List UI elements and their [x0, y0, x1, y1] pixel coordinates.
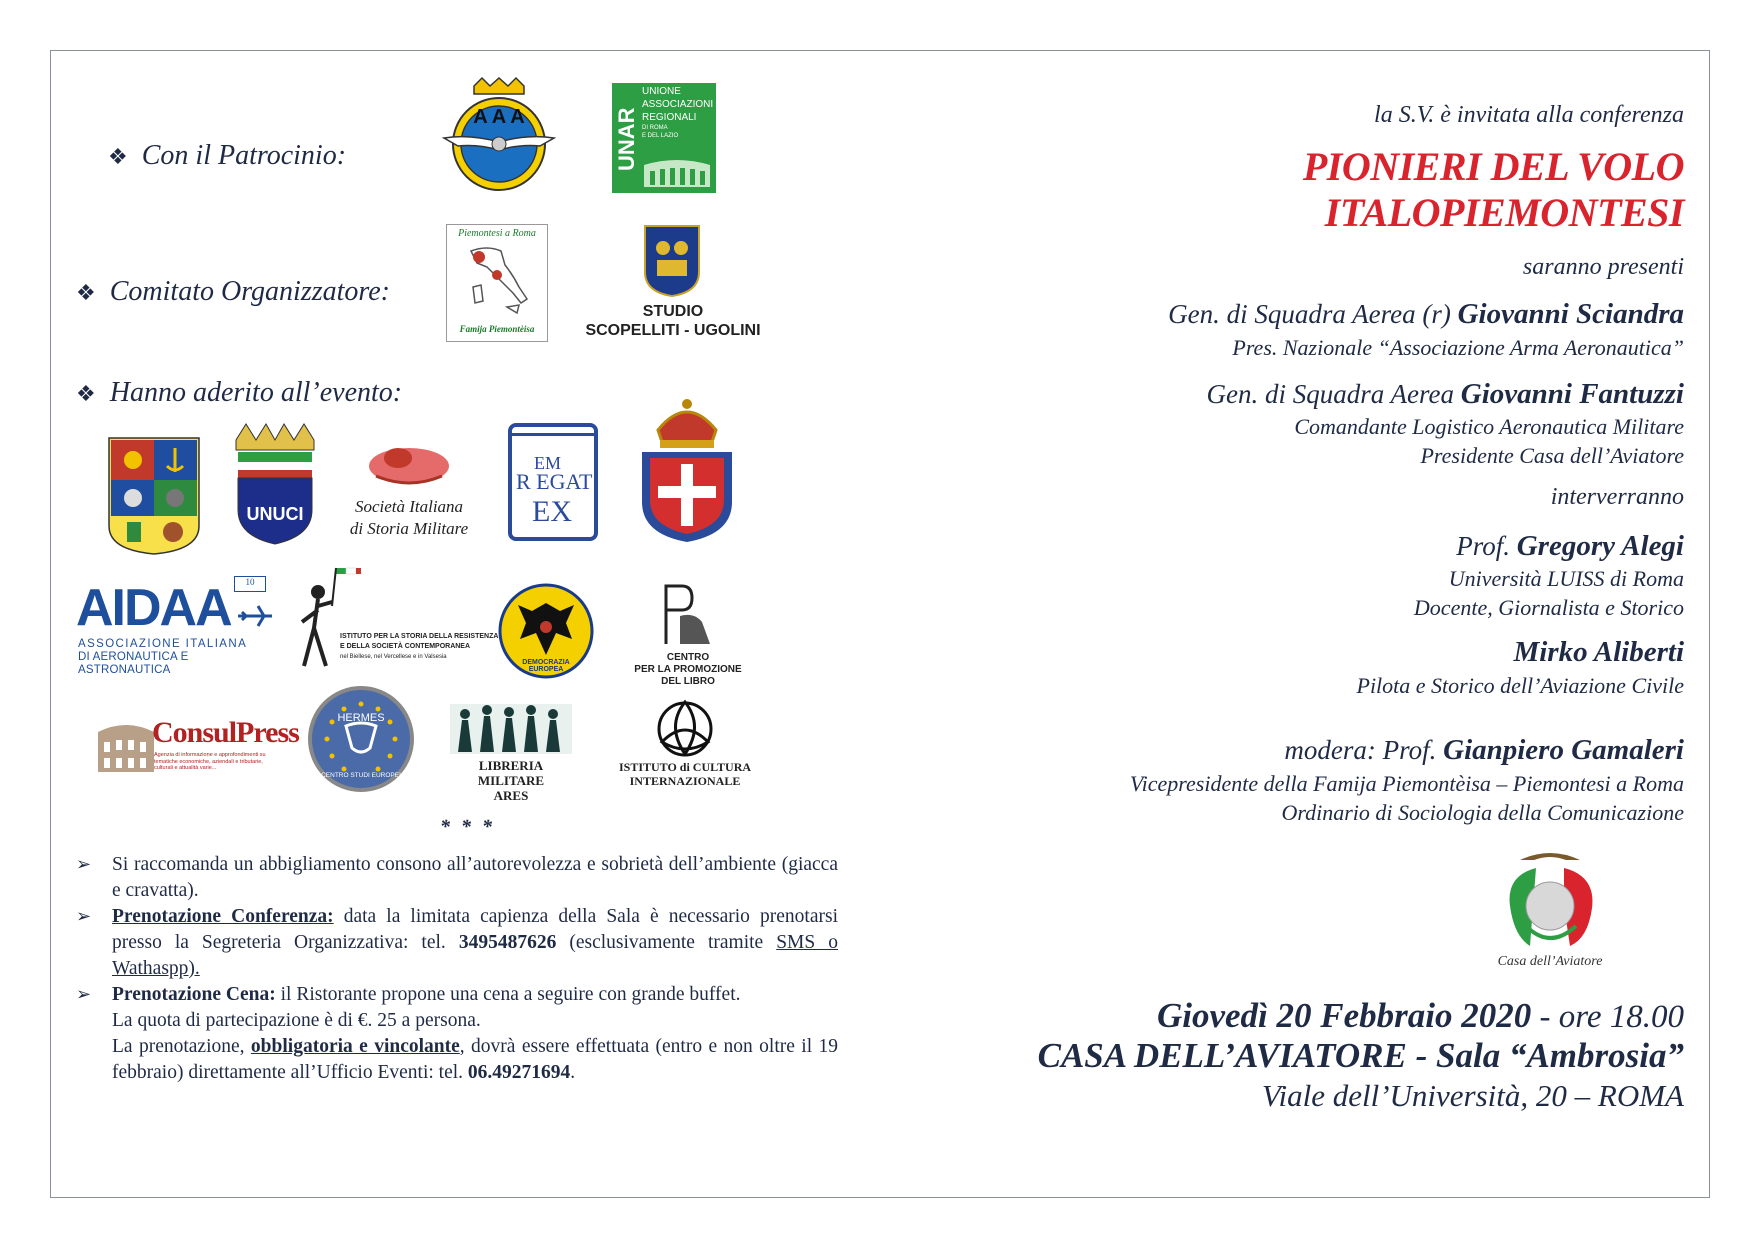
event-title-line1: PIONIERI DEL VOLO: [1302, 144, 1684, 189]
moderator: [1284, 734, 1684, 767]
hermes-top: HERMES: [337, 712, 385, 724]
event-date-time: - ore 18.00: [1531, 999, 1684, 1035]
casa-aviatore-logo: [1480, 846, 1620, 976]
arrow-bullet-icon: ➢: [76, 854, 92, 875]
colosseum-icon: [96, 714, 156, 774]
moderator-name: Gianpiero Gamaleri: [1443, 734, 1684, 766]
note-label: Prenotazione Conferenza:: [112, 906, 334, 927]
speaker-aliberti: [1513, 636, 1684, 669]
aidaa-caption: [78, 638, 276, 677]
democrazia-text: DEMOCRAZIA EUROPEA: [522, 659, 570, 673]
speaker-role: Pilota e Storico dell’Aviazione Civile: [1356, 673, 1684, 698]
istituto-cultura-logo: [612, 696, 758, 792]
event-date: [1157, 996, 1684, 1036]
aaa-letters: A A A: [473, 106, 525, 128]
speaker-role: Università LUISS di Roma: [1448, 566, 1684, 591]
emregat-ex: EX: [532, 495, 572, 528]
studio-line: SCOPELLITI - UGOLINI: [585, 322, 761, 339]
cultura-line: ISTITUTO di CULTURA: [618, 760, 752, 774]
note-emphasis: obbligatoria e vincolante: [250, 1036, 460, 1057]
cultura-line: INTERNAZIONALE: [629, 774, 741, 788]
istituto-caption: [340, 632, 498, 662]
unar-logo: [612, 83, 716, 193]
note-text: .: [570, 1062, 576, 1083]
sism-line: Società Italiana: [354, 497, 464, 516]
guest-role: Pres. Nazionale “Associazione Arma Aeronautica”: [1232, 335, 1684, 360]
unar-line: REGIONALI: [642, 112, 697, 123]
libreria-militare-logo: [446, 700, 576, 803]
hermes-bottom: CENTRO STUDI EUROPEI: [321, 772, 401, 779]
note-text: La prenotazione,: [112, 1036, 251, 1057]
studio-line: STUDIO: [642, 303, 704, 320]
istituto-line: E DELLA SOCIETÀ CONTEMPORANEA: [340, 643, 471, 650]
studio-scopelliti-logo: [568, 222, 778, 342]
emregat-em: EM: [534, 453, 561, 473]
istituto-line: nel Biellese, nel Vercellese e in Valsesia: [340, 654, 447, 660]
speaker-alegi: [1456, 530, 1684, 563]
diamond-bullet-icon: ❖: [108, 144, 128, 169]
piemontesi-top: Piemontesi a Roma: [458, 228, 536, 239]
hermes-logo: [308, 686, 414, 792]
speaker-name: Mirko Aliberti: [1513, 636, 1684, 668]
sism-emblem-icon: [366, 436, 452, 492]
sms-link[interactable]: SMS o Wathaspp).: [112, 932, 838, 979]
sism-logo: [334, 436, 484, 548]
unar-line: E DEL LAZIO: [642, 133, 679, 139]
emregat-regat: R EGAT: [516, 469, 593, 494]
studio-shield-icon: [643, 224, 701, 298]
istituto-resistenza-logo: [292, 566, 499, 676]
event-address: Viale dell’Università, 20 – ROMA: [1261, 1078, 1684, 1113]
centro-line: CENTRO: [666, 652, 710, 663]
note-text: (esclusivamente tramite: [556, 932, 777, 953]
emregat-bar: [512, 433, 594, 450]
italy-map-icon: [457, 241, 537, 321]
event-venue: CASA DELL’AVIATORE - Sala “Ambrosia”: [1037, 1036, 1684, 1075]
arrow-bullet-icon: ➢: [76, 906, 92, 927]
speaker-title: Prof.: [1456, 531, 1517, 561]
unar-line: UNIONE: [642, 86, 681, 97]
note-text: data la limitata capienza della Sala è necessario prenotarsi presso la Segreteria Organizzativa: tel.: [112, 906, 838, 953]
aaa-logo: [440, 76, 558, 194]
moderator-role: Ordinario di Sociologia della Comunicazione: [1281, 800, 1684, 825]
centro-caption: [628, 652, 748, 688]
libreria-line: ARES: [493, 788, 529, 803]
notes-list: [76, 852, 838, 1086]
consulpress-logo: [96, 712, 299, 776]
diamond-bullet-icon: ❖: [76, 381, 96, 406]
piemontesi-roma-logo: [446, 224, 548, 342]
aidaa-line: ASSOCIAZIONE ITALIANA: [78, 638, 248, 650]
istituto-line: ISTITUTO PER LA STORIA DELLA RESISTENZA: [340, 633, 499, 640]
libreria-line: LIBRERIA MILITARE: [477, 758, 545, 788]
aidaa-logo: [76, 577, 276, 676]
note-label: Prenotazione Cena:: [112, 984, 276, 1005]
emregatrex-logo: [508, 423, 598, 541]
note-text: , dovrà essere effettuata (entro e non oltre il 19 febbraio) direttamente all’Ufficio Eventi: tel.: [112, 1036, 838, 1083]
guest-fantuzzi: [1207, 378, 1684, 411]
section-aderito: ❖ Hanno aderito all’evento:: [76, 377, 403, 408]
savoy-crest-logo: [640, 394, 734, 544]
phone-number[interactable]: 3495487626: [458, 932, 557, 953]
colosseum-icon: [642, 155, 712, 189]
triquetra-icon: [652, 696, 718, 758]
event-date-day: Giovedì 20 Febbraio 2020: [1156, 996, 1532, 1035]
speaker-name: Gregory Alegi: [1516, 530, 1684, 562]
separator-stars: * * *: [440, 816, 495, 838]
piemontesi-bottom: Famija Piemontèisa: [459, 324, 535, 334]
guest-role: Presidente Casa dell’Aviatore: [1420, 443, 1684, 468]
note-dress-code: [76, 852, 838, 904]
invitation-intro: la S.V. è invitata alla conferenza: [1374, 102, 1684, 128]
democrazia-europea-logo: [498, 583, 594, 679]
centro-line: DEL LIBRO: [661, 676, 715, 687]
guest-title: Gen. di Squadra Aerea (r): [1168, 299, 1458, 329]
libreria-caption: [446, 758, 576, 803]
guest-sciandra: [1168, 298, 1684, 331]
centro-line: PER LA PROMOZIONE: [634, 664, 742, 675]
unar-text: [642, 85, 713, 140]
moderator-title: modera: Prof.: [1284, 735, 1444, 765]
unuci-text: UNUCI: [246, 504, 304, 524]
unar-line: DI ROMA: [642, 125, 668, 131]
casa-caption: Casa dell’Aviatore: [1497, 954, 1603, 969]
aidaa-badge: 10: [234, 576, 266, 592]
sism-caption: [334, 496, 484, 540]
presenti-label: saranno presenti: [1522, 254, 1684, 280]
unar-line: ASSOCIAZIONI: [642, 99, 714, 110]
note-text: La quota di partecipazione è di €. 25 a persona.: [112, 1010, 481, 1031]
moderator-role: Vicepresidente della Famija Piemontèisa – Piemontesi a Roma: [1129, 771, 1684, 796]
note-text: il Ristorante propone una cena a seguire con grande buffet.: [275, 984, 741, 1005]
event-title-line2: ITALOPIEMONTESI: [1324, 190, 1684, 235]
consulpress-word: ConsulPress: [152, 716, 299, 749]
sism-line: di Storia Militare: [349, 519, 469, 538]
phone-number[interactable]: 06.49271694: [467, 1062, 571, 1083]
studio-caption: [568, 302, 778, 340]
section-patrocinio: ❖ Con il Patrocinio:: [108, 140, 347, 171]
arrow-bullet-icon: ➢: [76, 984, 92, 1005]
guest-title: Gen. di Squadra Aerea: [1206, 379, 1461, 409]
unuci-logo: [230, 420, 320, 546]
diamond-bullet-icon: ❖: [76, 280, 96, 305]
note-conference-booking: [76, 904, 838, 982]
section-comitato: ❖ Comitato Organizzatore:: [76, 276, 391, 307]
book-figure-icon: [660, 582, 716, 648]
unar-side-text: UNAR: [614, 107, 639, 171]
note-dinner-booking: [76, 982, 838, 1086]
speaker-role: Docente, Giornalista e Storico: [1413, 595, 1684, 620]
guest-name: Giovanni Fantuzzi: [1460, 378, 1684, 410]
interverranno-label: interverranno: [1550, 484, 1684, 510]
airplane-icon: [236, 602, 276, 632]
guest-role: Comandante Logistico Aeronautica Militare: [1294, 414, 1684, 439]
military-crest-logo: [107, 436, 201, 556]
guest-name: Giovanni Sciandra: [1457, 298, 1684, 330]
soldiers-frieze-icon: [446, 700, 576, 756]
cultura-caption: [612, 760, 758, 788]
aidaa-line: DI AERONAUTICA E ASTRONAUTICA: [78, 651, 189, 676]
event-title: [1303, 144, 1684, 236]
aidaa-word: AIDAA: [76, 579, 231, 637]
note-text: Si raccomanda un abbigliamento consono all’autorevolezza e sobrietà dell’ambiente (giacca e cravatta).: [112, 854, 838, 901]
centro-promozione-logo: [628, 582, 748, 690]
consulpress-sub: Agenzia di informazione e approfondimenti su tematiche economiche, aziendali e tributarie, culturali e attualità varie...: [154, 752, 266, 771]
